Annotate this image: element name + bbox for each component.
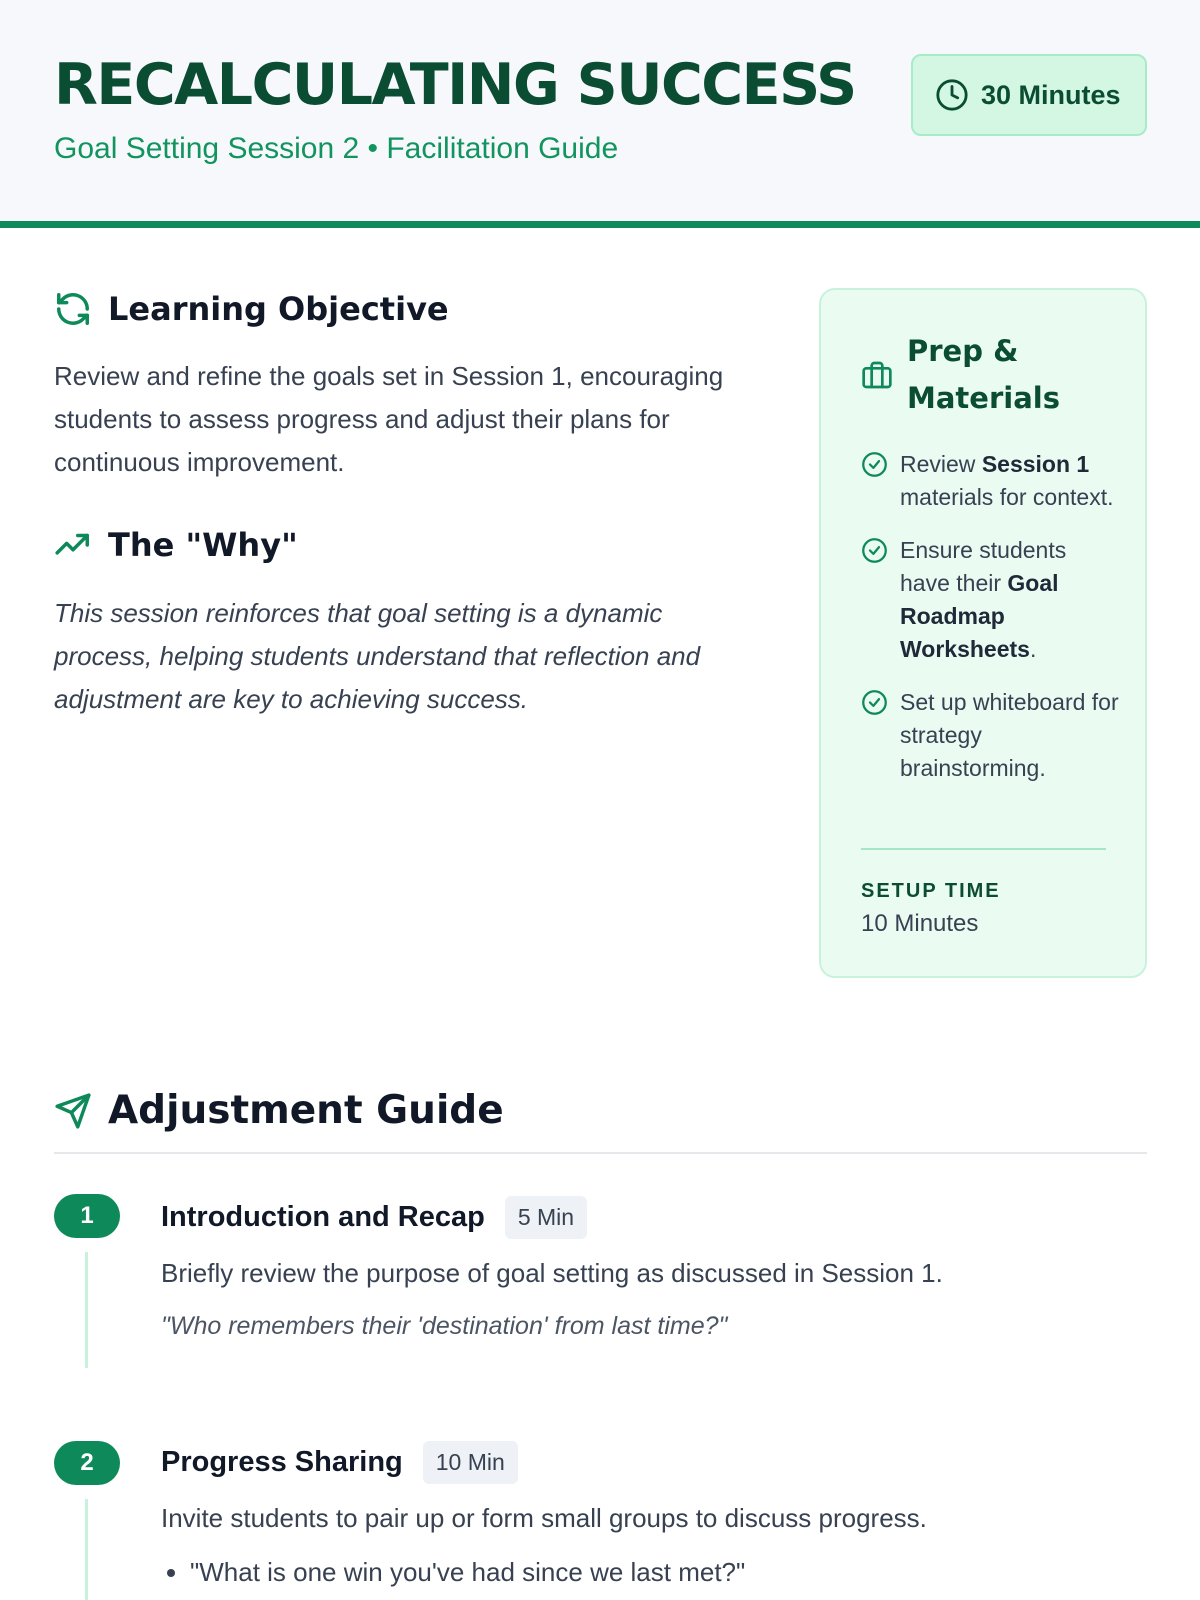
trending-up-icon [54,526,92,564]
step-quote: "Who remembers their 'destination' from last time?" [161,1312,728,1340]
why-title: The "Why" [108,526,298,564]
briefcase-icon [861,359,893,391]
step-title: Introduction and Recap [161,1201,485,1233]
check-circle-icon [861,537,888,564]
step-prompt-list [164,1557,745,1588]
prep-item [861,534,1121,666]
step-number: 1 [54,1194,120,1238]
step-prompt-item: • "What is one win you've had since we last met?" [190,1557,745,1588]
step-timeline-line [85,1252,88,1368]
page-subtitle: Goal Setting Session 2 • Facilitation Guide [54,132,619,165]
step-description: Briefly review the purpose of goal setting as discussed in Session 1. [161,1258,943,1288]
prep-divider [861,848,1106,850]
prep-title-line2: Materials [907,381,1060,415]
setup-time-value: 10 Minutes [861,910,979,937]
step-description: Invite students to pair up or form small groups to discuss progress. [161,1503,927,1533]
step-number: 2 [54,1441,120,1485]
why-heading [54,526,298,564]
duration-label: 30 Minutes [981,79,1121,110]
prep-item [861,686,1121,785]
page-header [0,0,1200,228]
step-timeline-line [85,1499,88,1600]
step-header [161,1196,587,1239]
step-header [161,1441,518,1484]
guide-step [54,1441,1147,1600]
prep-materials-card [819,288,1147,978]
prep-item-text: Review Session 1 materials for context. [900,451,1114,510]
clock-icon [935,78,969,112]
guide-heading [54,1088,504,1133]
objective-heading [54,290,449,328]
prep-item-text: Ensure students have their Goal Roadmap Worksheets. [900,537,1067,662]
setup-time-label: SETUP TIME [861,880,1001,902]
step-duration-badge: 10 Min [423,1441,518,1484]
objective-text: Review and refine the goals set in Session 1, encouraging students to assess progress and adjust their plans for continuous improvement. [54,361,724,477]
prep-heading [861,328,1060,422]
navigation-icon [54,1092,92,1130]
step-title: Progress Sharing [161,1446,403,1478]
objective-title: Learning Objective [108,290,449,328]
guide-step [54,1194,1147,1374]
why-text: This session reinforces that goal setting is a dynamic process, helping students understand that reflection and adjustment are key to achieving success. [54,598,701,714]
check-circle-icon [861,451,888,478]
duration-badge [911,54,1147,136]
guide-title: Adjustment Guide [108,1088,504,1133]
prep-item [861,448,1121,514]
prep-title [907,328,1060,422]
prep-title-line1: Prep & [907,334,1019,368]
prep-list [861,448,1121,805]
page-title: RECALCULATING SUCCESS [54,52,856,118]
guide-divider [54,1152,1147,1154]
step-duration-badge: 5 Min [505,1196,587,1239]
prep-item-text: Set up whiteboard for strategy brainstorming. [900,689,1119,781]
check-circle-icon [861,689,888,716]
refresh-icon [54,290,92,328]
